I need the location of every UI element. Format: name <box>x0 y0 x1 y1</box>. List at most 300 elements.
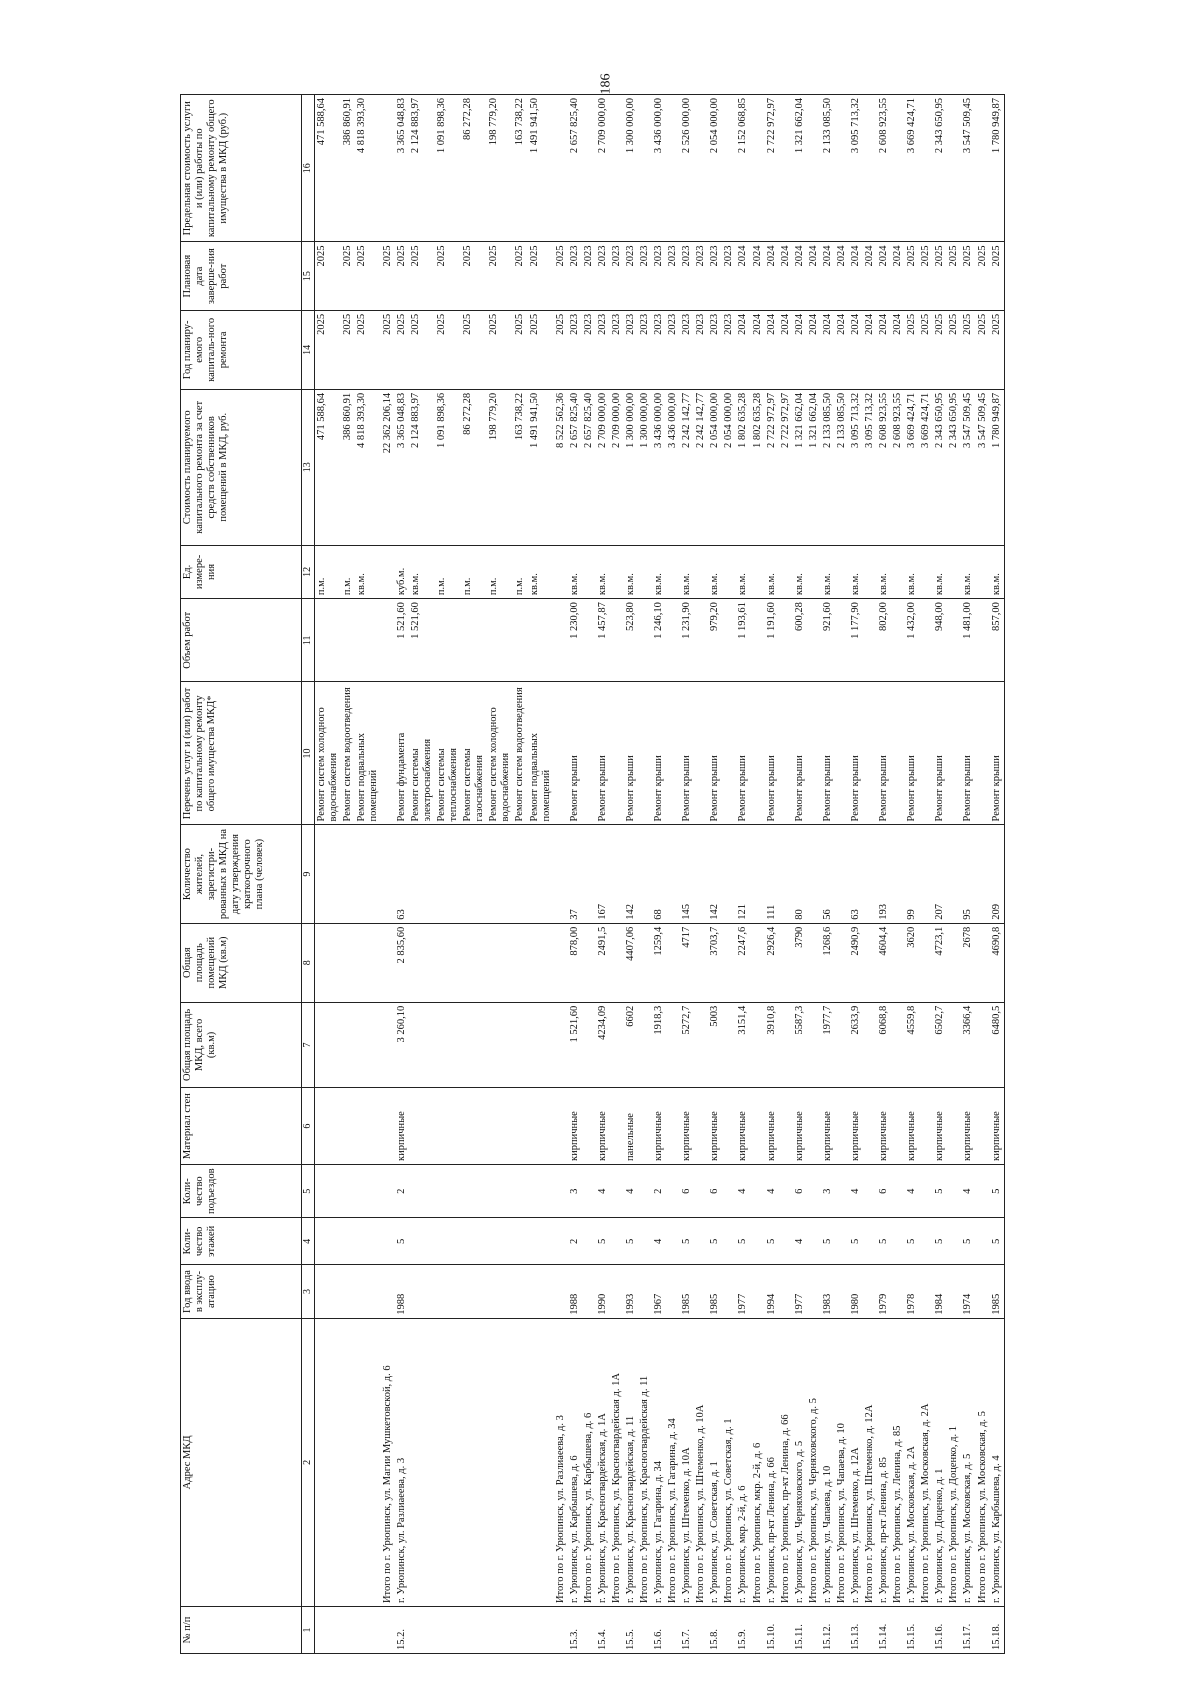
entrances <box>435 1165 461 1218</box>
wall-material: кирпичные <box>736 1088 750 1165</box>
floors: 2 <box>568 1218 582 1265</box>
row-number: 15.17. <box>961 1607 975 1654</box>
floors: 5 <box>877 1218 891 1265</box>
column-header: Общая площадь МКД, всего (кв.м) <box>181 1002 302 1087</box>
row-number <box>891 1607 905 1654</box>
address: г. Урюпинск, ул. Красногвардейская, д. 11 <box>624 1318 638 1606</box>
entrances: 4 <box>624 1165 638 1218</box>
commission-year: 1985 <box>990 1265 1005 1318</box>
wall-material <box>487 1088 513 1165</box>
premises-area <box>751 923 765 1002</box>
residents: 63 <box>395 825 409 923</box>
entrances: 4 <box>961 1165 975 1218</box>
plan-year: 2024 <box>821 310 835 389</box>
plan-year: 2023 <box>610 310 624 389</box>
total-area <box>638 1002 652 1087</box>
premises-area <box>341 923 355 1002</box>
work-type <box>835 682 849 825</box>
total-area <box>863 1002 877 1087</box>
plan-year: 2024 <box>877 310 891 389</box>
unit: кв.м. <box>793 545 807 598</box>
work-type: Ремонт крыши <box>849 682 863 825</box>
planned-cost: 1 491 941,50 <box>528 389 554 545</box>
planned-cost: 2 709 000,00 <box>596 389 610 545</box>
wall-material: кирпичные <box>821 1088 835 1165</box>
row-number <box>666 1607 680 1654</box>
residents: 145 <box>680 825 694 923</box>
limit-cost: 471 588,64 <box>314 95 341 243</box>
limit-cost: 2 133 085,50 <box>821 95 835 243</box>
entrances <box>751 1165 765 1218</box>
wall-material <box>435 1088 461 1165</box>
address: г. Урюпинск, пр-кт Ленина, д. 66 <box>765 1318 779 1606</box>
total-area <box>807 1002 821 1087</box>
row-number: 15.11. <box>793 1607 807 1654</box>
floors <box>638 1218 652 1265</box>
end-date: 2025 <box>947 242 961 310</box>
end-date: 2023 <box>582 242 596 310</box>
column-number: 5 <box>302 1165 315 1218</box>
total-area: 3910,8 <box>765 1002 779 1087</box>
end-date: 2024 <box>835 242 849 310</box>
table-row <box>976 95 990 1654</box>
work-volume <box>638 599 652 682</box>
address: Итого по г. Урюпинск, ул. Карбышева, д. 6 <box>582 1318 596 1606</box>
floors: 5 <box>680 1218 694 1265</box>
work-volume <box>835 599 849 682</box>
end-date: 2023 <box>694 242 708 310</box>
work-type <box>751 682 765 825</box>
address: Итого по г. Урюпинск, ул. Штеменко, д. 10А <box>694 1318 708 1606</box>
table-row <box>596 95 610 1654</box>
end-date: 2023 <box>722 242 736 310</box>
limit-cost <box>863 95 877 243</box>
unit <box>863 545 877 598</box>
table-row <box>961 95 975 1654</box>
row-number: 15.7. <box>680 1607 694 1654</box>
address: г. Урюпинск, ул. Красногвардейская, д. 1А <box>596 1318 610 1606</box>
unit <box>807 545 821 598</box>
planned-cost: 2 343 650,95 <box>947 389 961 545</box>
commission-year <box>435 1265 461 1318</box>
end-date: 2025 <box>976 242 990 310</box>
residents <box>947 825 961 923</box>
work-volume: 1 521,60 <box>395 599 409 682</box>
plan-year: 2024 <box>736 310 750 389</box>
total-area: 4559,8 <box>905 1002 919 1087</box>
residents: 167 <box>596 825 610 923</box>
residents <box>919 825 933 923</box>
entrances <box>355 1165 381 1218</box>
end-date: 2023 <box>652 242 666 310</box>
entrances <box>513 1165 527 1218</box>
wall-material <box>355 1088 381 1165</box>
work-volume: 1 521,60 <box>409 599 435 682</box>
residents <box>779 825 793 923</box>
premises-area <box>314 923 341 1002</box>
plan-year: 2025 <box>961 310 975 389</box>
address: г. Урюпинск, ул. Доценко, д. 1 <box>933 1318 947 1606</box>
plan-year: 2024 <box>793 310 807 389</box>
residents: 56 <box>821 825 835 923</box>
table-row <box>666 95 680 1654</box>
floors <box>779 1218 793 1265</box>
premises-area <box>461 923 487 1002</box>
wall-material <box>835 1088 849 1165</box>
total-area <box>666 1002 680 1087</box>
end-date: 2025 <box>381 242 395 310</box>
limit-cost: 2 054 000,00 <box>708 95 722 243</box>
plan-year: 2025 <box>933 310 947 389</box>
work-type: Ремонт крыши <box>680 682 694 825</box>
total-area <box>355 1002 381 1087</box>
work-volume <box>461 599 487 682</box>
limit-cost: 3 095 713,32 <box>849 95 863 243</box>
column-number: 15 <box>302 242 315 310</box>
commission-year <box>381 1265 395 1318</box>
row-number: 15.6. <box>652 1607 666 1654</box>
total-area: 3151,4 <box>736 1002 750 1087</box>
table-row <box>680 95 694 1654</box>
table-row <box>487 95 513 1654</box>
end-date: 2025 <box>905 242 919 310</box>
column-header: Общая площадь помещений МКД (кв.м) <box>181 923 302 1002</box>
total-area <box>554 1002 568 1087</box>
wall-material: кирпичные <box>990 1088 1005 1165</box>
table-row <box>877 95 891 1654</box>
work-type <box>666 682 680 825</box>
end-date: 2024 <box>793 242 807 310</box>
address: г. Урюпинск, ул. Московская, д. 2А <box>905 1318 919 1606</box>
row-number: 15.4. <box>596 1607 610 1654</box>
work-volume: 523,80 <box>624 599 638 682</box>
address <box>528 1318 554 1606</box>
work-volume: 1 193,61 <box>736 599 750 682</box>
plan-year: 2025 <box>395 310 409 389</box>
work-type: Ремонт крыши <box>961 682 975 825</box>
row-number <box>863 1607 877 1654</box>
commission-year: 1977 <box>793 1265 807 1318</box>
residents <box>554 825 568 923</box>
floors: 5 <box>961 1218 975 1265</box>
plan-year: 2023 <box>694 310 708 389</box>
total-area <box>582 1002 596 1087</box>
unit: кв.м. <box>652 545 666 598</box>
premises-area <box>381 923 395 1002</box>
rotated-table-container <box>180 94 1200 1654</box>
wall-material: панельные <box>624 1088 638 1165</box>
floors <box>947 1218 961 1265</box>
table-row <box>863 95 877 1654</box>
address: Итого по г. Урюпинск, ул. Чапаева, д. 10 <box>835 1318 849 1606</box>
unit: кв.м. <box>849 545 863 598</box>
entrances <box>582 1165 596 1218</box>
entrances: 4 <box>849 1165 863 1218</box>
work-volume <box>751 599 765 682</box>
premises-area: 4604,4 <box>877 923 891 1002</box>
column-number: 1 <box>302 1607 315 1654</box>
address: Итого по г. Урюпинск, ул. Черняховского, д. 5 <box>807 1318 821 1606</box>
entrances: 6 <box>793 1165 807 1218</box>
planned-cost: 3 095 713,32 <box>849 389 863 545</box>
plan-year: 2023 <box>582 310 596 389</box>
premises-area: 3620 <box>905 923 919 1002</box>
total-area: 5003 <box>708 1002 722 1087</box>
address <box>409 1318 435 1606</box>
floors: 5 <box>765 1218 779 1265</box>
limit-cost <box>610 95 624 243</box>
commission-year <box>919 1265 933 1318</box>
work-volume <box>947 599 961 682</box>
residents: 37 <box>568 825 582 923</box>
table-row <box>435 95 461 1654</box>
plan-year: 2024 <box>849 310 863 389</box>
work-type: Ремонт систем водоотведения <box>513 682 527 825</box>
planned-cost: 2 657 825,40 <box>568 389 582 545</box>
entrances <box>487 1165 513 1218</box>
limit-cost <box>666 95 680 243</box>
wall-material <box>919 1088 933 1165</box>
planned-cost: 2 133 085,50 <box>835 389 849 545</box>
work-volume: 1 230,00 <box>568 599 582 682</box>
limit-cost <box>751 95 765 243</box>
total-area: 5272,7 <box>680 1002 694 1087</box>
floors <box>666 1218 680 1265</box>
wall-material: кирпичные <box>680 1088 694 1165</box>
end-date: 2023 <box>708 242 722 310</box>
wall-material: кирпичные <box>877 1088 891 1165</box>
floors: 5 <box>736 1218 750 1265</box>
column-number: 3 <box>302 1265 315 1318</box>
limit-cost: 3 436 000,00 <box>652 95 666 243</box>
planned-cost: 2 722 972,97 <box>779 389 793 545</box>
wall-material: кирпичные <box>961 1088 975 1165</box>
floors <box>513 1218 527 1265</box>
row-number <box>694 1607 708 1654</box>
entrances: 6 <box>708 1165 722 1218</box>
entrances <box>341 1165 355 1218</box>
planned-cost: 3 669 424,71 <box>905 389 919 545</box>
unit: кв.м. <box>409 545 435 598</box>
plan-year: 2025 <box>341 310 355 389</box>
planned-cost: 1 300 000,00 <box>624 389 638 545</box>
limit-cost: 2 608 923,55 <box>877 95 891 243</box>
total-area <box>779 1002 793 1087</box>
end-date: 2023 <box>596 242 610 310</box>
floors <box>722 1218 736 1265</box>
premises-area <box>582 923 596 1002</box>
limit-cost: 1 491 941,50 <box>528 95 554 243</box>
table-row <box>638 95 652 1654</box>
unit <box>947 545 961 598</box>
unit <box>779 545 793 598</box>
end-date: 2025 <box>314 242 341 310</box>
row-number <box>779 1607 793 1654</box>
address: Итого по г. Урюпинск, ул. Магии Мушкетовской, д. 6 <box>381 1318 395 1606</box>
unit: п.м. <box>314 545 341 598</box>
residents <box>863 825 877 923</box>
commission-year <box>487 1265 513 1318</box>
limit-cost <box>947 95 961 243</box>
work-type <box>638 682 652 825</box>
work-volume: 1 177,90 <box>849 599 863 682</box>
plan-year: 2025 <box>554 310 568 389</box>
column-header: Объем работ <box>181 599 302 682</box>
planned-cost: 3 669 424,71 <box>919 389 933 545</box>
wall-material <box>554 1088 568 1165</box>
premises-area: 4717 <box>680 923 694 1002</box>
total-area <box>722 1002 736 1087</box>
end-date: 2025 <box>435 242 461 310</box>
plan-year: 2024 <box>807 310 821 389</box>
table-row <box>355 95 381 1654</box>
table-row <box>990 95 1005 1654</box>
residents <box>666 825 680 923</box>
entrances <box>835 1165 849 1218</box>
commission-year: 1985 <box>708 1265 722 1318</box>
entrances <box>694 1165 708 1218</box>
floors: 5 <box>624 1218 638 1265</box>
commission-year: 1977 <box>736 1265 750 1318</box>
commission-year <box>722 1265 736 1318</box>
unit <box>835 545 849 598</box>
limit-cost: 1 300 000,00 <box>624 95 638 243</box>
planned-cost: 3 436 000,00 <box>652 389 666 545</box>
unit <box>666 545 680 598</box>
table-row <box>513 95 527 1654</box>
total-area <box>835 1002 849 1087</box>
premises-area <box>409 923 435 1002</box>
row-number <box>435 1607 461 1654</box>
end-date: 2025 <box>961 242 975 310</box>
work-type <box>582 682 596 825</box>
total-area <box>976 1002 990 1087</box>
work-type: Ремонт системы газоснабжения <box>461 682 487 825</box>
table-row <box>461 95 487 1654</box>
premises-area <box>554 923 568 1002</box>
total-area <box>891 1002 905 1087</box>
entrances <box>666 1165 680 1218</box>
residents <box>835 825 849 923</box>
total-area <box>435 1002 461 1087</box>
floors: 5 <box>933 1218 947 1265</box>
table-row <box>793 95 807 1654</box>
floors <box>863 1218 877 1265</box>
floors <box>554 1218 568 1265</box>
planned-cost: 1 802 635,28 <box>751 389 765 545</box>
wall-material <box>638 1088 652 1165</box>
work-volume <box>554 599 568 682</box>
commission-year: 1980 <box>849 1265 863 1318</box>
residents <box>610 825 624 923</box>
table-row <box>582 95 596 1654</box>
limit-cost: 1 321 662,04 <box>793 95 807 243</box>
wall-material <box>807 1088 821 1165</box>
row-number: 15.9. <box>736 1607 750 1654</box>
unit <box>638 545 652 598</box>
commission-year <box>582 1265 596 1318</box>
work-volume <box>666 599 680 682</box>
unit: п.м. <box>341 545 355 598</box>
work-volume <box>694 599 708 682</box>
plan-year: 2025 <box>513 310 527 389</box>
column-number: 9 <box>302 825 315 923</box>
unit <box>610 545 624 598</box>
unit: кв.м. <box>905 545 919 598</box>
plan-year: 2023 <box>638 310 652 389</box>
planned-cost: 3 095 713,32 <box>863 389 877 545</box>
planned-cost: 86 272,28 <box>461 389 487 545</box>
row-number: 15.13. <box>849 1607 863 1654</box>
table-row <box>933 95 947 1654</box>
residents <box>694 825 708 923</box>
residents <box>751 825 765 923</box>
limit-cost: 3 365 048,83 <box>395 95 409 243</box>
premises-area: 3790 <box>793 923 807 1002</box>
work-volume: 1 481,00 <box>961 599 975 682</box>
floors: 5 <box>905 1218 919 1265</box>
row-number <box>355 1607 381 1654</box>
total-area: 6502,7 <box>933 1002 947 1087</box>
plan-year: 2024 <box>765 310 779 389</box>
work-type <box>891 682 905 825</box>
residents <box>891 825 905 923</box>
row-number <box>314 1607 341 1654</box>
commission-year: 1979 <box>877 1265 891 1318</box>
plan-year: 2023 <box>666 310 680 389</box>
planned-cost: 198 779,20 <box>487 389 513 545</box>
table-row <box>849 95 863 1654</box>
table-row <box>722 95 736 1654</box>
address: г. Урюпинск, ул. Советская, д. 1 <box>708 1318 722 1606</box>
residents: 80 <box>793 825 807 923</box>
row-number <box>582 1607 596 1654</box>
end-date: 2025 <box>528 242 554 310</box>
total-area <box>528 1002 554 1087</box>
work-volume <box>863 599 877 682</box>
premises-area: 4723,1 <box>933 923 947 1002</box>
column-header: Год планиру-емого капиталь-ного ремонта <box>181 310 302 389</box>
address <box>435 1318 461 1606</box>
entrances <box>976 1165 990 1218</box>
plan-year: 2025 <box>409 310 435 389</box>
entrances <box>314 1165 341 1218</box>
end-date: 2023 <box>610 242 624 310</box>
row-number <box>487 1607 513 1654</box>
residents <box>638 825 652 923</box>
end-date: 2024 <box>736 242 750 310</box>
floors: 5 <box>821 1218 835 1265</box>
unit <box>976 545 990 598</box>
entrances <box>610 1165 624 1218</box>
unit: кв.м. <box>568 545 582 598</box>
work-type <box>779 682 793 825</box>
floors <box>381 1218 395 1265</box>
floors <box>341 1218 355 1265</box>
floors: 5 <box>708 1218 722 1265</box>
column-number: 7 <box>302 1002 315 1087</box>
table-row <box>624 95 638 1654</box>
entrances: 6 <box>877 1165 891 1218</box>
table-row <box>891 95 905 1654</box>
column-header: Ед. измере-ния <box>181 545 302 598</box>
end-date: 2025 <box>395 242 409 310</box>
residents <box>976 825 990 923</box>
commission-year: 1978 <box>905 1265 919 1318</box>
premises-area <box>487 923 513 1002</box>
entrances <box>638 1165 652 1218</box>
planned-cost: 2 242 142,77 <box>680 389 694 545</box>
